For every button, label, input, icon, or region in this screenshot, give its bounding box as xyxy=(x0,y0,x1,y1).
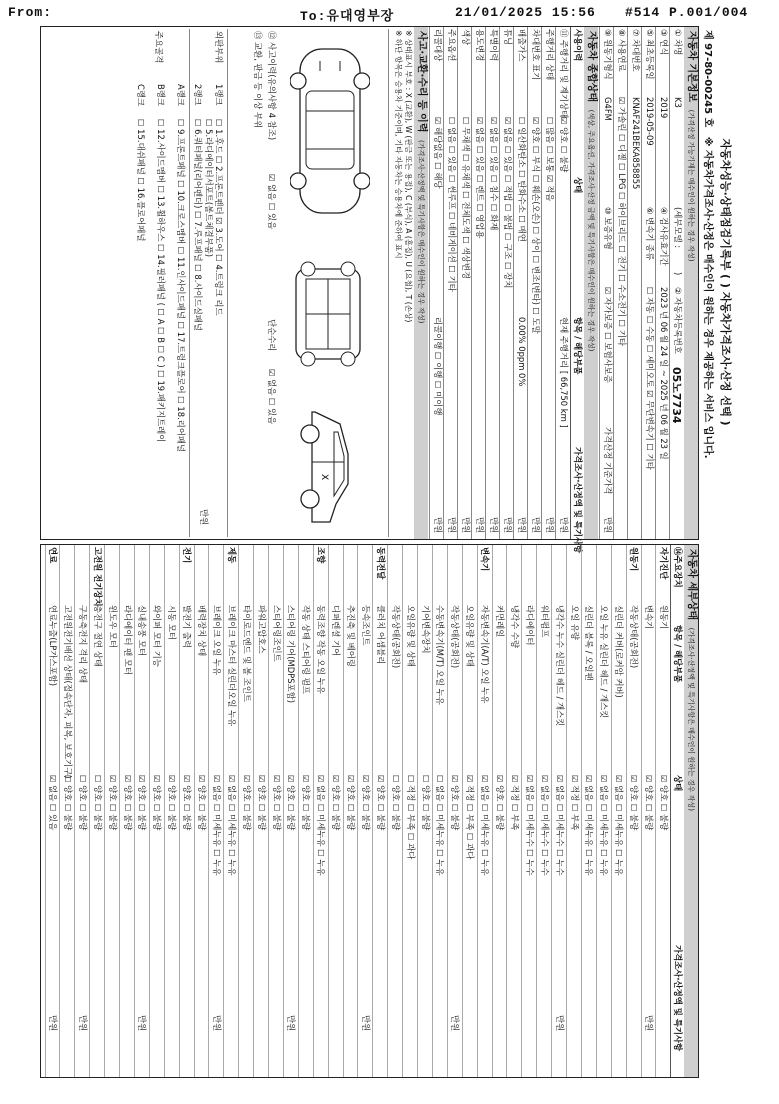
detail-row-item: 작동 상태 스티어링 펌프 xyxy=(301,605,312,694)
main-label: 주요골격 xyxy=(154,31,164,64)
fax-header xyxy=(0,0,779,26)
general-row-price: 만원 xyxy=(517,517,527,534)
general-row-label: 차대번호 표기 xyxy=(531,29,541,81)
document-canvas xyxy=(40,26,733,1078)
detail-row-state: ☑ 없음 ☐ 미세누유 ☐ 누유 xyxy=(212,775,222,876)
detail-row-section: 제동 xyxy=(226,547,237,564)
q-outer-label: ⑬ 교환, 판금 등 이상 부위 xyxy=(253,31,263,129)
detail-row-section: 연료 xyxy=(48,547,59,564)
detail-row-state: ☑ 양호 ☐ 불량 xyxy=(331,775,342,831)
q-simple-label: 단순수리 xyxy=(267,319,277,352)
outer-rank1-items2: ☐ 5.라디에이터서포트(볼트체결부품) xyxy=(204,119,214,257)
fax-to: To:유대영부장 xyxy=(300,9,395,24)
detail-row-item: 연료누출(LP가스포함) xyxy=(48,605,59,686)
general-sub: (색상, 주요옵션, 가격조사·산정 금액 및 특기사항은 매수인이 원하는 경우 작성) xyxy=(587,109,595,352)
detail-row-item: 변속기 xyxy=(644,605,655,630)
detail-row xyxy=(134,545,149,1077)
general-row xyxy=(443,27,458,539)
detail-row-state: ☐ 양호 ☐ 불량 xyxy=(92,775,103,831)
detail-row xyxy=(462,545,477,1077)
detail-row-state: ☑ 양호 ☐ 불량 xyxy=(375,775,386,831)
basic-row-extra: ④ 검사유효기간 xyxy=(659,207,669,266)
detail-row xyxy=(447,545,462,1077)
general-row-price: 만원 xyxy=(447,517,457,534)
detail-row xyxy=(506,545,521,1077)
detail-row xyxy=(74,545,89,1077)
accident-sub: (가격조사·산정액 및 특기사항은 매수인이 원하는 경우 작성) xyxy=(417,140,425,324)
detail-row xyxy=(268,545,283,1077)
general-row-item: 0.00% 0ppm 0% xyxy=(517,317,527,387)
general-row-price: 만원 xyxy=(531,517,541,534)
detail-row-item: 구동축전지 격리 상태 xyxy=(77,605,88,684)
basic-row xyxy=(627,27,642,539)
detail-row xyxy=(59,545,74,1077)
general-row-label: 튜닝 xyxy=(503,29,513,46)
detail-row-state: ☑ 양호 ☐ 불량 xyxy=(346,775,357,831)
detail-row xyxy=(194,545,209,1077)
detail-row xyxy=(402,545,417,1077)
basic-row-right-value: ☐ 자동 ☐ 수동 ☐ 세미오토 ☑ 무단변속기 ☐ 기타 xyxy=(645,287,655,470)
basic-row-extra2: ) xyxy=(673,272,683,276)
general-row-label: 배출가스 xyxy=(517,29,527,62)
basic-row-extra: (세부모델 : xyxy=(673,207,683,249)
detail-row-state: ☑ 양호 ☐ 불량 xyxy=(286,775,297,831)
detail-row xyxy=(566,545,581,1077)
detail-col-state: 상태 xyxy=(673,775,683,792)
detail-row-state: ☑ 적정 ☐ 부족 xyxy=(510,775,520,831)
detail-row-item: 실린더 커버(로커암 커버) xyxy=(614,605,625,698)
rank-b-items: ☐ 12.사이드멤버 ☐ 13.휠하우스 ☐ 14.필러패널 ( ☐ A ☐ B ☐ C ) ☐ 19.패키지트레이 xyxy=(156,119,166,443)
detail-row xyxy=(208,545,223,1077)
basic-row-right-value: ☑ 자가보증 ☐ 보험사보증 xyxy=(603,287,613,383)
q-accident-state: ☑ 없음 ☐ 있음 xyxy=(267,174,277,230)
detail-row-item: 작동상태(공회전) xyxy=(450,605,461,669)
detail-header-row xyxy=(670,545,684,1077)
detail-row-state: ☑ 적정 ☐ 부족 xyxy=(569,775,580,831)
left-panel xyxy=(40,26,699,554)
q-simple-state: ☑ 없음 ☐ 있음 xyxy=(267,369,277,425)
detail-row-state: ☑ 양호 ☐ 불량 xyxy=(167,775,178,831)
general-row xyxy=(429,27,444,539)
basic-title: 자동차 기본정보 xyxy=(686,31,697,103)
rank-c-items: ☐ 15.대쉬패널 ☐ 16.플로어패널 xyxy=(136,119,146,242)
detail-row-item: 라디에이터 xyxy=(524,605,535,646)
detail-row-state: ☑ 양호 ☐ 불량 xyxy=(361,775,371,831)
detail-row-state: ☑ 없음 ☐ 미세누유 ☐ 누유 xyxy=(614,775,625,876)
general-row-state: ☐ 없음 ☐ 있음 ☐ 썬루프 ☐ 네비게이션 ☐ 기타 xyxy=(447,117,457,292)
basic-row-label: ⑤ 최초등록일 xyxy=(645,29,655,80)
detail-row xyxy=(372,545,387,1077)
basic-sub: (가격산정 가능기재는 매수인이 원하는 경우 작성) xyxy=(687,109,695,262)
outer-rank1: 1랭크 xyxy=(214,84,224,106)
detail-row-price: 만원 xyxy=(77,1015,88,1032)
general-title: 자동차 종합상태 xyxy=(586,31,597,103)
parts-table xyxy=(43,29,228,537)
legend-symbols: ※ 상태표시 부호 : X (교환), W (판금 또는 용접), C (부식), A (흠집), U (요철), T (손상) xyxy=(404,30,413,323)
detail-row-price: 만원 xyxy=(450,1015,461,1032)
detail-row-price: 만원 xyxy=(644,1015,655,1032)
detail-row-item: 오일유량 및 상태 xyxy=(405,605,416,667)
basic-row xyxy=(669,27,684,539)
door-mark: X xyxy=(319,474,329,481)
general-row-state: ☑ 해당없음 ☐ 해당 xyxy=(433,117,443,189)
fax-page-info: #514 P.001/004 xyxy=(625,5,749,20)
detail-col-main: ⑭주요장치 xyxy=(673,547,683,588)
general-row-price: 만원 xyxy=(489,517,499,534)
detail-row-section: 전기 xyxy=(182,547,193,564)
detail-row-state: ☑ 양호 ☐ 불량 xyxy=(271,775,282,831)
general-col-use: 사용이력 xyxy=(573,29,583,62)
outer-rank1-items: ☐ 1.후드 ☐ 2.프론트펜더 ☑ 3.도어 ☐ 4.트렁크 리드 xyxy=(214,119,224,316)
detail-row-state: ☐ 없음 ☐ 미세누유 ☐ 누유 xyxy=(435,775,446,876)
general-row-price: 만원 xyxy=(475,517,485,534)
detail-row xyxy=(149,545,164,1077)
basic-row-label: ⑦ 차대번호 xyxy=(631,29,641,72)
detail-row xyxy=(626,545,641,1077)
q-accident-label: ⑫ 사고이력(유의사항 4 참조) xyxy=(267,31,277,141)
detail-row-item: 자동변속기(A/T) 오일 누유 xyxy=(480,605,491,704)
basic-row-value: 2019 xyxy=(659,97,669,119)
detail-row-item: 기어변속장치 xyxy=(420,605,431,654)
detail-row-item: 스티어링 기어(MDPS포함) xyxy=(286,605,297,703)
outer-label: 외판부위 xyxy=(214,31,224,64)
detail-row xyxy=(536,545,551,1077)
detail-row xyxy=(477,545,492,1077)
general-row-state: ☑ 없음 ☐ 있음 ☐ 침수 ☐ 화재 xyxy=(489,117,499,231)
detail-row-section: 자기진단 xyxy=(659,547,669,580)
detail-row-item: 오일 유량 xyxy=(569,605,580,641)
detail-row xyxy=(238,545,253,1077)
detail-row xyxy=(432,545,447,1077)
general-row-price: 만원 xyxy=(503,517,513,534)
detail-row-price: 만원 xyxy=(137,1015,148,1032)
detail-row-item: 브레이크 마스터 실린더오일 누유 xyxy=(226,605,237,727)
accident-price: 만원 xyxy=(199,509,209,526)
detail-row xyxy=(521,545,536,1077)
detail-col-price: 가격조사·산정액 및 특기사항 xyxy=(673,945,683,1052)
detail-row-item: 타이로드엔드 및 볼 조인트 xyxy=(241,605,252,702)
detail-col-item: 항목 / 해당부품 xyxy=(673,625,683,683)
basic-info-bar xyxy=(684,27,698,539)
legend-standard: ※ 하단 항목은 승용차 기준이며, 기타 자동차는 승용차에 준하여 표시 xyxy=(394,30,403,259)
detail-row-item: 수동변속기(M/T) 오일 누유 xyxy=(435,605,446,705)
detail-row-item: 시동 모터 xyxy=(167,605,178,641)
detail-row-item: 디퍼렌셜 기어 xyxy=(331,605,342,657)
basic-row-value: ☑ 가솔린 ☐ 디젤 ☐ LPG ☐ 하이브리드 ☐ 전기 ☐ 수소전기 ☐ 기타 xyxy=(617,97,627,346)
detail-row-section: 조향 xyxy=(316,547,327,564)
general-row-item: 현재 주행거리 [ 66,750 km ] xyxy=(559,317,569,428)
accident-bar xyxy=(414,27,428,539)
accident-title: 사고·교환·수리 등 이력 xyxy=(416,31,427,133)
basic-row-right-value: 2023 년 06 월 24 일 ~ 2025 년 06 월 23 일 xyxy=(659,287,669,460)
detail-row-item: 작동상태(공회전) xyxy=(390,605,401,669)
detail-row xyxy=(179,545,194,1077)
detail-row-item: 라디에이터 팬 모터 xyxy=(122,605,133,676)
detail-row-state: ☑ 양호 ☐ 불량 xyxy=(256,775,267,831)
detail-row xyxy=(655,545,670,1077)
detail-row xyxy=(104,545,119,1077)
detail-row-state: ☐ 적정 ☐ 부족 ☐ 과다 xyxy=(405,775,416,860)
detail-row xyxy=(343,545,358,1077)
general-row-price: 만원 xyxy=(433,517,443,534)
detail-row-state: ☑ 양호 ☐ 불량 xyxy=(629,775,640,831)
document-title: 자동차성능·상태점검기록부 ( ) 자동차가격조사·산정 선택 ) xyxy=(719,138,732,426)
detail-row-item: 등속조인트 xyxy=(361,605,371,646)
detail-row-price: 만원 xyxy=(48,1015,59,1032)
detail-row xyxy=(313,545,328,1077)
detail-row-state: ☑ 양호 ☐ 불량 xyxy=(301,775,312,831)
detail-row-item: 스티어링조인트 xyxy=(271,605,282,662)
detail-row-section: 변속기 xyxy=(480,547,491,572)
document-number xyxy=(702,30,714,459)
general-table xyxy=(430,27,570,539)
general-row xyxy=(499,27,514,539)
general-row xyxy=(485,27,500,539)
detail-row xyxy=(492,545,507,1077)
basic-row-right-label: ② 자동차등록번호 xyxy=(673,287,683,354)
detail-row-state: ☑ 양호 ☐ 불량 xyxy=(197,775,208,831)
detail-row-price: 만원 xyxy=(361,1015,371,1032)
general-row-state: ☑ 양호 ☐ 불량 xyxy=(559,117,569,173)
detail-row-item: 고전원전기배선 상태(접속단자, 피복, 보호기구) xyxy=(63,605,73,779)
detail-row-item: 커먼레일 xyxy=(495,605,506,638)
basic-row-extra: ⑩ 보증유형 xyxy=(603,207,613,250)
car-top-view-diagram xyxy=(290,41,370,221)
basic-row-value: K3 xyxy=(673,97,683,108)
detail-row-state: ☑ 양호 ☐ 불량 xyxy=(659,775,669,831)
general-row-price: 만원 xyxy=(461,517,471,534)
detail-row-item: 윈도우 모터 xyxy=(107,605,118,649)
general-row xyxy=(457,27,472,539)
basic-row xyxy=(641,27,656,539)
detail-row xyxy=(223,545,238,1077)
detail-row-item: 냉각수 누수 실린더 헤드 / 개스킷 xyxy=(554,605,565,727)
general-row-label: 주요옵션 xyxy=(447,29,457,62)
detail-row-item: 실내송풍 모터 xyxy=(137,605,148,657)
detail-row-item: 냉각수 수량 xyxy=(510,605,520,649)
general-row-state: ☐ 일산화탄소 ☐ 탄화수소 ☐ 매연 xyxy=(517,117,527,242)
detail-table xyxy=(42,545,670,1077)
outer-rank2: 2랭크 xyxy=(193,84,203,106)
detail-row-item: 워터펌프 xyxy=(539,605,550,638)
detail-row-item: 실린더 블록 / 오일팬 xyxy=(584,605,595,681)
general-row-label: 용도변경 xyxy=(475,29,485,62)
doc-no-suffix: 호 xyxy=(702,117,713,128)
detail-row xyxy=(417,545,432,1077)
general-bar xyxy=(584,27,598,539)
detail-row xyxy=(164,545,179,1077)
main-frame-block xyxy=(127,29,190,537)
basic-info-table xyxy=(600,27,684,539)
detail-row-price: 만원 xyxy=(286,1015,297,1032)
detail-row xyxy=(119,545,134,1077)
detail-row xyxy=(387,545,402,1077)
detail-row-state: ☑ 양호 ☐ 불량 xyxy=(137,775,148,831)
general-row-state: ☐ 많음 ☐ 보통 ☑ 적음 xyxy=(545,117,555,202)
detail-row-item: 발전기 출력 xyxy=(182,605,193,649)
detail-row-item: 브레이크 오일 누유 xyxy=(212,605,222,676)
detail-row-state: ☐ 양호 ☐ 불량 xyxy=(77,775,88,831)
general-col-item: 항목 / 해당부품 xyxy=(573,317,583,375)
doc-no-label: 제 xyxy=(702,30,713,40)
detail-row-state: ☑ 양호 ☐ 불량 xyxy=(182,775,193,831)
detail-row xyxy=(596,545,611,1077)
basic-row-label: ③ 연식 xyxy=(659,29,669,56)
detail-title: 자동차 세부상태 xyxy=(686,549,697,621)
detail-row-state: ☑ 양호 ☐ 불량 xyxy=(644,775,655,831)
general-row xyxy=(471,27,486,539)
detail-row-price: 만원 xyxy=(212,1015,222,1032)
rank-a-items: ☐ 9.프론트패널 ☐ 10.크로스멤버 ☐ 11.인사이드패널 ☐ 17.트렁크플로어 ☐ 18.리어패널 xyxy=(176,119,186,453)
detail-row-state: ☑ 없음 ☐ 미세누유 ☐ 누유 xyxy=(584,775,595,876)
detail-row-section: 동력전달 xyxy=(375,547,386,580)
detail-row-item: 와이퍼 모터 기능 xyxy=(152,605,163,667)
general-row xyxy=(513,27,528,539)
general-row-label: 색상 xyxy=(461,29,471,46)
detail-row-state: ☑ 양호 ☐ 불량 xyxy=(450,775,461,831)
detail-row xyxy=(253,545,268,1077)
general-row-label: 특별이력 xyxy=(489,29,499,62)
detail-row-state: ☑ 적정 ☐ 부족 ☐ 과다 xyxy=(465,775,476,860)
rank-b: B랭크 xyxy=(156,84,166,106)
rank-a: A랭크 xyxy=(176,84,186,106)
header-notice: ※ 자동차가격조사·산정은 매수인이 원하는 경우 제공하는 서비스 입니다. xyxy=(702,136,713,459)
basic-row-label: ⑧ 사용연료 xyxy=(617,29,627,72)
detail-row-state: ☐ 양호 ☐ 불량 xyxy=(420,775,431,831)
basic-row-right-value: 05노7734 xyxy=(670,367,683,424)
basic-row xyxy=(655,27,670,539)
basic-row-extra: ⑥ 변속기 종류 xyxy=(645,207,655,261)
general-row-state: ☑ 양호 ☐ 부식 ☐ 훼손(오손) ☐ 상이 ☐ 변조(변타) ☐ 도말 xyxy=(531,117,541,334)
general-row xyxy=(555,27,570,539)
general-row-item: 리콜이행 ☐ 이행 ☐ 미이행 xyxy=(433,317,443,416)
detail-row xyxy=(298,545,313,1077)
detail-row xyxy=(89,545,104,1077)
general-row xyxy=(527,27,542,539)
detail-row-state: ☑ 없음 ☐ 미세누수 ☐ 누수 xyxy=(554,775,565,876)
detail-row-state: ☑ 없음 ☐ 미세누유 ☐ 누유 xyxy=(316,775,327,876)
detail-bar xyxy=(684,545,698,1077)
outer-parts-block xyxy=(191,29,228,537)
detail-row-state: ☑ 없음 ☐ 미세누수 ☐ 누수 xyxy=(539,775,550,876)
detail-row xyxy=(581,545,596,1077)
detail-row-item: 충전구 절연 상태 xyxy=(92,605,103,667)
doc-no-value: 97-80-00245 xyxy=(702,43,713,115)
general-row-label: ⑪ 주행거리 및 계기상태 xyxy=(559,29,569,119)
detail-row-state: ☑ 양호 ☐ 불량 xyxy=(495,775,506,831)
basic-row-label: ① 차명 xyxy=(673,29,683,56)
detail-row-state: ☐ 양호 ☐ 불량 xyxy=(390,775,401,831)
car-diagram-area xyxy=(238,29,389,537)
basic-row xyxy=(599,27,614,539)
fax-from: From: xyxy=(8,5,53,20)
detail-row-state: ☑ 양호 ☐ 불량 xyxy=(122,775,133,831)
inspection-record-page xyxy=(40,26,733,1078)
detail-row xyxy=(551,545,566,1077)
detail-row xyxy=(611,545,626,1077)
basic-row-price-unit: 만원 xyxy=(603,517,613,534)
detail-row-item: 원동기 xyxy=(659,605,669,630)
detail-row-state: ☑ 없음 ☐ 미세누유 ☐ 누유 xyxy=(480,775,491,876)
detail-row-item: 배력장치 상태 xyxy=(197,605,208,657)
detail-row xyxy=(283,545,298,1077)
detail-row-state: ☑ 없음 ☐ 미세누유 ☐ 누유 xyxy=(226,775,237,876)
general-row-state: ☑ 없음 ☐ 있음 ☐ 렌트 ☐ 영업용 xyxy=(475,117,485,239)
general-row-price: 만원 xyxy=(545,517,555,534)
car-frame-diagram xyxy=(288,249,368,379)
basic-row-value: G4FM xyxy=(603,97,613,121)
basic-row-value: KNAF241BEKA858855 xyxy=(631,97,641,190)
basic-row-value: 2019-05-09 xyxy=(645,97,655,146)
general-row-label: 주행거리 상태 xyxy=(545,29,555,81)
general-row xyxy=(541,27,556,539)
rank-c: C랭크 xyxy=(136,84,146,107)
general-col-price: 가격조사·산정액 및 특기사항 xyxy=(573,447,583,554)
general-col-state: 상태 xyxy=(573,177,583,194)
basic-row xyxy=(613,27,628,539)
detail-row-state: ☑ 양호 ☐ 불량 xyxy=(241,775,252,831)
detail-row-item: 동력조향 작동 오일 누유 xyxy=(316,605,327,694)
detail-row-item: 작동상태(공회전) xyxy=(629,605,640,669)
detail-row-state: ☑ 없음 ☐ 미세누유 ☐ 누유 xyxy=(599,775,610,876)
detail-row-state: ☑ 없음 ☐ 미세누수 ☐ 누수 xyxy=(524,775,535,876)
detail-row-state: ☑ 양호 ☐ 불량 xyxy=(152,775,163,831)
outer-rank2-items: ☐ 6.쿼터패널(리어펜더) ☐ 7.루프패널 ☐ 8.사이드실패널 xyxy=(193,119,203,331)
detail-row xyxy=(45,545,60,1077)
right-panel xyxy=(40,544,699,1078)
detail-row-section: 원동기 xyxy=(629,547,640,572)
detail-row-item: 추진축 및 베어링 xyxy=(346,605,357,667)
detail-row-state: ☑ 없음 ☐ 있음 xyxy=(48,775,59,831)
detail-row-item: 오일 누유 실린더 헤드 / 개스킷 xyxy=(599,605,610,719)
detail-row-state: ☐ 양호 ☐ 불량 xyxy=(63,775,73,831)
detail-row-section: 고전원 전기장치 xyxy=(92,547,103,607)
general-row-state: ☑ 없음 ☐ 있음 ☐ 적법 ☐ 불법 ☐ 구조 ☐ 장치 xyxy=(503,117,513,289)
general-row-price: 만원 xyxy=(559,517,569,534)
fax-datetime: 21/01/2025 15:56 xyxy=(455,5,596,20)
basic-row-label: ⑨ 원동기형식 xyxy=(603,29,613,80)
detail-row-state: ☑ 양호 ☐ 불량 xyxy=(107,775,118,831)
basic-row-price-label: 가격산정 기준가격 xyxy=(603,427,613,495)
detail-sub: (가격조사·산정액 및 특기사항은 매수인이 원하는 경우 작성) xyxy=(687,627,695,811)
detail-row-item: 파워고압호스 xyxy=(256,605,267,654)
detail-row-price: 만원 xyxy=(554,1015,565,1032)
general-header-row xyxy=(570,27,584,554)
detail-row-item: 오일유량 및 상태 xyxy=(465,605,476,667)
car-side-view-diagram xyxy=(285,404,370,529)
general-row-state: ☐ 무채색 ☐ 유채색 ☐ 전체도색 ☐ 색상변경 xyxy=(461,117,471,279)
general-row-label: 리콜대상 xyxy=(433,29,443,62)
detail-row-item: 클러치 어셈블리 xyxy=(375,605,386,665)
detail-row xyxy=(357,545,372,1077)
detail-row xyxy=(641,545,656,1077)
detail-row xyxy=(328,545,343,1077)
